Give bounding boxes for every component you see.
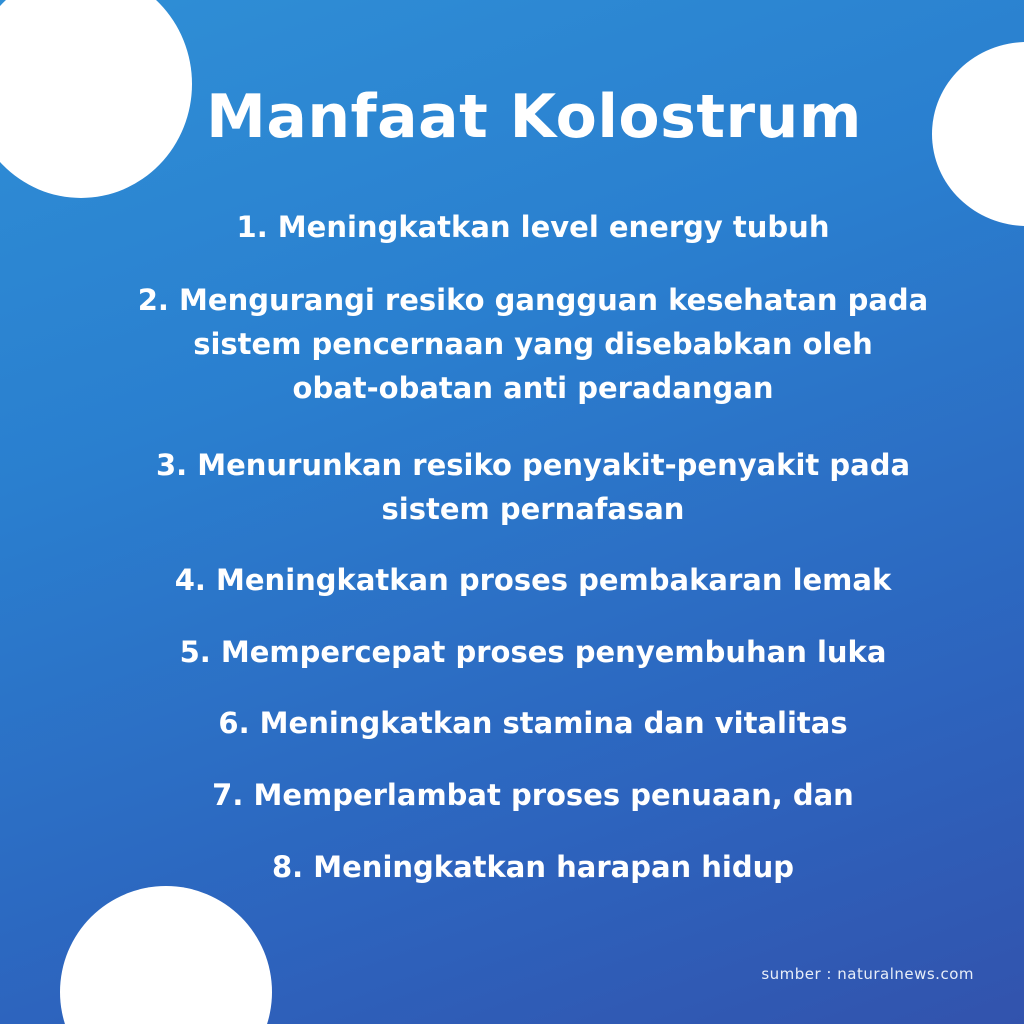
benefit-line: sistem pernafasan (381, 492, 685, 526)
page-title: Manfaat Kolostrum (206, 82, 862, 152)
benefit-line: 2. Mengurangi resiko gangguan kesehatan pada (137, 283, 929, 317)
benefit-line: 8. Meningkatkan harapan hidup (271, 850, 795, 884)
benefit-item-2 (110, 278, 956, 410)
benefit-line: sistem pencernaan yang disebabkan oleh (193, 327, 873, 361)
benefit-item-3 (110, 443, 956, 531)
benefit-line: 4. Meningkatkan proses pembakaran lemak (174, 563, 892, 597)
benefit-item-6 (110, 701, 956, 745)
benefit-item-7 (110, 773, 956, 817)
source-credit: sumber : naturalnews.com (761, 965, 974, 983)
benefit-item-1 (110, 205, 956, 249)
benefit-item-4 (110, 558, 956, 602)
decorative-circle-bottom-left (60, 886, 272, 1024)
benefit-line: 7. Memperlambat proses penuaan, dan (212, 778, 854, 812)
benefit-line: 3. Menurunkan resiko penyakit-penyakit pada (155, 448, 911, 482)
benefit-item-8 (110, 845, 956, 889)
benefit-item-5 (110, 630, 956, 674)
benefit-line: 6. Meningkatkan stamina dan vitalitas (218, 706, 848, 740)
benefit-line: obat-obatan anti peradangan (292, 371, 774, 405)
benefit-line: 5. Mempercepat proses penyembuhan luka (179, 635, 887, 669)
benefit-line: 1. Meningkatkan level energy tubuh (236, 210, 830, 244)
